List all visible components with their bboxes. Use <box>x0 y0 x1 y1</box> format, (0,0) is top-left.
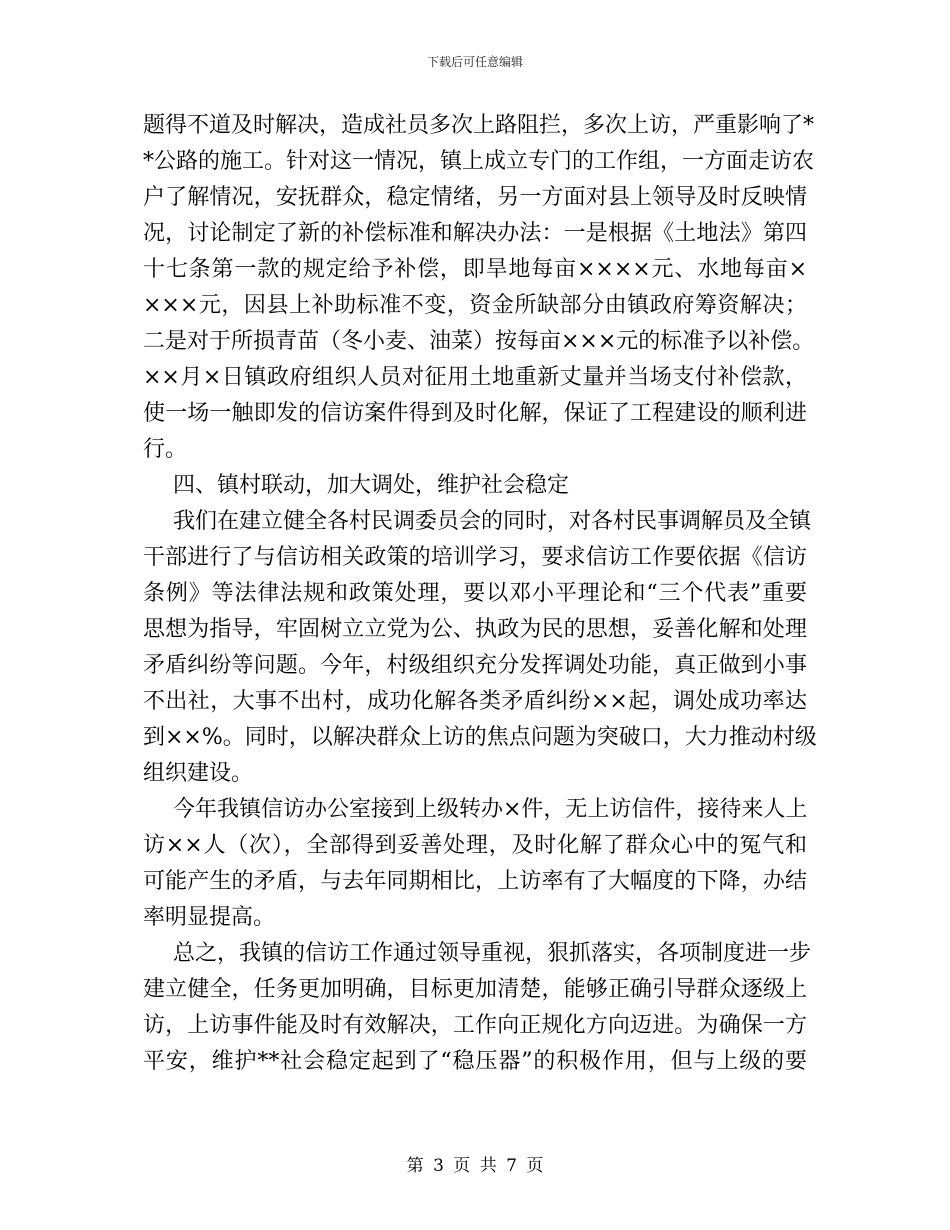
page-header: 下载后可任意编辑 <box>426 55 523 69</box>
text-line: ×××元，因县上补助标准不变，资金所缺部分由镇政府筹资解决； <box>143 293 807 318</box>
text-line: 可能产生的矛盾，与去年同期相比，上访率有了大幅度的下降，办结 <box>143 869 807 894</box>
text-line: 访，上访事件能及时有效解决，工作向正规化方向迈进。为确保一方 <box>143 1013 807 1038</box>
text-line: *公路的施工。针对这一情况，镇上成立专门的工作组，一方面走访农 <box>143 149 815 174</box>
text-line: 条例》等法律法规和政策处理，要以邓小平理论和“三个代表”重要 <box>143 581 807 606</box>
text-line: 十七条第一款的规定给予补偿，即旱地每亩××××元、水地每亩× <box>143 257 807 282</box>
text-line: 行。 <box>143 437 188 462</box>
text-line: 二是对于所损青苗（冬小麦、油菜）按每亩×××元的标准予以补偿。 <box>143 329 815 354</box>
text-line: 访××人（次），全部得到妥善处理，及时化解了群众心中的冤气和 <box>143 833 807 858</box>
text-line: 我们在建立健全各村民调委员会的同时，对各村民事调解员及全镇 <box>173 509 812 534</box>
text-line: 干部进行了与信访相关政策的培训学习，要求信访工作要依据《信访 <box>143 545 807 570</box>
text-line: 使一场一触即发的信访案件得到及时化解，保证了工程建设的顺利进 <box>143 401 807 426</box>
text-line: 四、镇村联动，加大调处，维护社会稳定 <box>173 473 570 498</box>
text-line: 到××%。同时，以解决群众上访的焦点问题为突破口，大力推动村级 <box>143 725 817 750</box>
text-line: 组织建设。 <box>143 761 254 786</box>
text-line: 户了解情况，安抚群众，稳定情绪，另一方面对县上领导及时反映情 <box>143 185 807 210</box>
text-line: 题得不道及时解决，造成社员多次上路阻拦，多次上访，严重影响了* <box>143 113 815 138</box>
text-line: 矛盾纠纷等问题。今年，村级组织充分发挥调处功能，真正做到小事 <box>143 653 807 678</box>
text-line: 今年我镇信访办公室接到上级转办×件，无上访信件，接待来人上 <box>173 797 808 822</box>
text-line: 率明显提高。 <box>143 905 276 930</box>
text-line: 建立健全，任务更加明确，目标更加清楚，能够正确引导群众逐级上 <box>143 977 807 1002</box>
text-line: 不出社，大事不出村，成功化解各类矛盾纠纷××起，调处成功率达 <box>143 689 807 714</box>
text-line: 况，讨论制定了新的补偿标准和解决办法：一是根据《土地法》第四 <box>143 221 807 246</box>
text-line: ××月×日镇政府组织人员对征用土地重新丈量并当场支付补偿款， <box>143 365 807 390</box>
document-body <box>143 108 817 1080</box>
page-footer: 第 3 页 共 7 页 <box>406 1156 544 1176</box>
text-line: 思想为指导，牢固树立立党为公、执政为民的思想，妥善化解和处理 <box>143 617 807 642</box>
text-line: 平安，维护**社会稳定起到了“稳压器”的积极作用，但与上级的要 <box>143 1049 807 1074</box>
text-line: 总之，我镇的信访工作通过领导重视，狠抓落实，各项制度进一步 <box>173 941 812 966</box>
